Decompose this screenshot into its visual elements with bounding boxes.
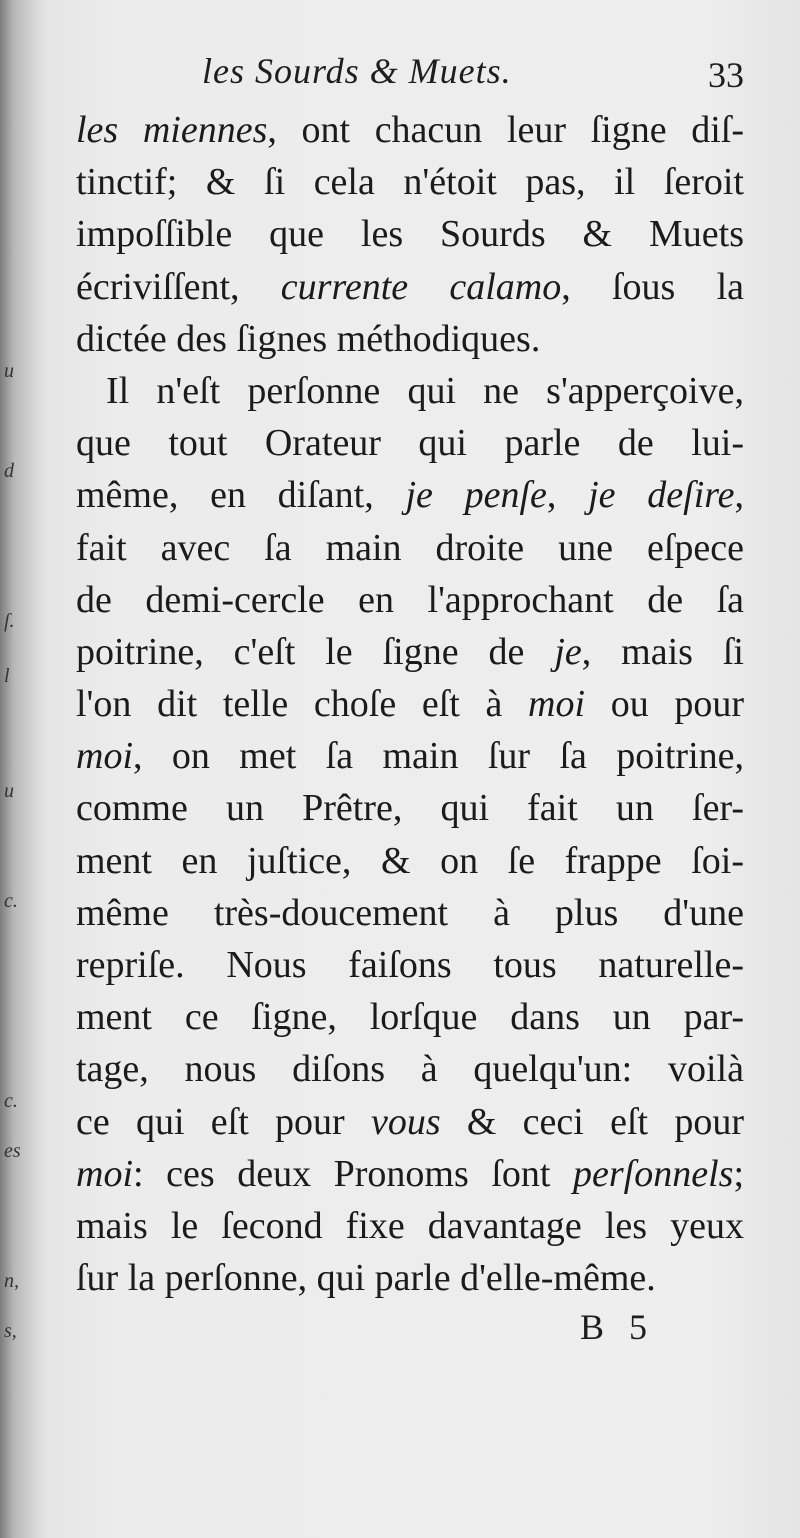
text-segment: , xyxy=(734,474,745,517)
gutter-fragment: s, xyxy=(4,1320,17,1342)
text-segment: tage, nous diſons à quelqu'un: voilà xyxy=(76,1048,744,1091)
gutter-fragment: c. xyxy=(4,1090,18,1112)
gutter-fragment: c. xyxy=(4,890,18,912)
italic-text: vous xyxy=(370,1100,441,1143)
text-line xyxy=(76,1148,744,1200)
gutter-fragment: n, xyxy=(4,1270,19,1292)
text-line xyxy=(76,782,744,834)
text-line xyxy=(76,730,744,782)
italic-text: currente calamo xyxy=(280,265,562,308)
running-head: les Sourds & Muets. xyxy=(202,51,512,91)
text-line xyxy=(76,835,744,887)
text-segment: que tout Orateur qui parle de lui- xyxy=(76,422,744,465)
text-line xyxy=(76,574,744,626)
page-number: 33 xyxy=(708,55,744,95)
text-segment: impoſſible que les Sourds & Muets xyxy=(76,213,744,256)
gutter-fragment: u xyxy=(4,360,14,382)
page-header xyxy=(80,50,744,100)
text-segment: , ſous la xyxy=(561,265,744,308)
italic-text: moi xyxy=(76,735,133,778)
text-segment: , xyxy=(546,474,589,517)
text-segment: : ces deux Pronoms ſont xyxy=(133,1152,573,1195)
text-segment: fait avec ſa main droite une eſpece xyxy=(76,526,744,569)
text-line xyxy=(76,1043,744,1095)
text-line xyxy=(76,678,744,730)
text-segment: comme un Prêtre, qui fait un ſer- xyxy=(76,787,744,830)
text-segment: Il n'eſt perſonne qui ne s'apperçoive, xyxy=(106,369,744,412)
gutter-fragment: es xyxy=(4,1140,21,1162)
text-segment: même très-doucement à plus d'une xyxy=(76,891,744,934)
text-segment: , mais ſi xyxy=(581,630,744,673)
text-segment: & ceci eſt pour xyxy=(440,1100,744,1143)
text-line xyxy=(76,208,744,260)
italic-text: perſonnels xyxy=(573,1152,734,1195)
text-line xyxy=(76,156,744,208)
text-segment: ; xyxy=(733,1152,744,1195)
text-segment: ou pour xyxy=(585,683,745,726)
text-line xyxy=(76,626,744,678)
gutter-fragment: u xyxy=(4,780,14,802)
facing-page-gutter xyxy=(0,0,42,1538)
text-segment: ment ce ſigne, lorſque dans un par- xyxy=(76,996,744,1039)
text-segment: , ont chacun leur ſigne diſ- xyxy=(267,109,744,151)
gutter-fragment: ſ. xyxy=(4,610,15,632)
text-segment: écriviſſent, xyxy=(76,265,281,308)
text-segment: ſur la perſonne, qui parle d'elle-même. xyxy=(76,1257,656,1300)
text-segment: , on met ſa main ſur ſa poitrine, xyxy=(133,735,744,778)
text-line xyxy=(76,522,744,574)
text-segment: ment en juſtice, & on ſe frappe ſoi- xyxy=(76,839,744,882)
text-segment: ce qui eſt pour xyxy=(76,1100,371,1143)
text-segment: l'on dit telle choſe eſt à xyxy=(76,683,529,726)
text-line xyxy=(76,991,744,1043)
text-line xyxy=(76,1252,744,1304)
text-line xyxy=(76,104,744,156)
gutter-fragment: l xyxy=(4,665,10,687)
italic-text: je xyxy=(554,630,582,673)
text-line xyxy=(76,887,744,939)
text-line xyxy=(76,417,744,469)
text-line xyxy=(76,313,744,365)
text-segment: tinctif; & ſi cela n'étoit pas, il ſeroit xyxy=(76,161,744,204)
text-line xyxy=(76,365,744,417)
signature-mark: B 5 xyxy=(580,1307,656,1347)
text-segment: poitrine, c'eſt le ſigne de xyxy=(76,630,555,673)
text-segment: repriſe. Nous faiſons tous naturelle- xyxy=(76,944,744,986)
italic-text: moi xyxy=(528,683,586,726)
body-text xyxy=(76,104,744,1304)
italic-text: je penſe xyxy=(405,474,547,517)
text-line xyxy=(76,261,744,313)
text-segment: dictée des ſignes méthodiques. xyxy=(76,317,541,360)
italic-text: moi xyxy=(76,1152,133,1195)
text-segment: même, en diſant, xyxy=(76,474,406,517)
italic-text: je deſire xyxy=(588,474,735,517)
text-line xyxy=(76,1096,744,1148)
text-line xyxy=(76,1200,744,1252)
text-segment: de demi-cercle en l'approchant de ſa xyxy=(76,578,744,621)
italic-text: les miennes xyxy=(76,109,268,151)
text-line xyxy=(76,469,744,521)
gutter-fragment: d xyxy=(4,460,14,482)
text-segment: mais le ſecond fixe davantage les yeux xyxy=(76,1204,744,1247)
text-line xyxy=(76,939,744,991)
